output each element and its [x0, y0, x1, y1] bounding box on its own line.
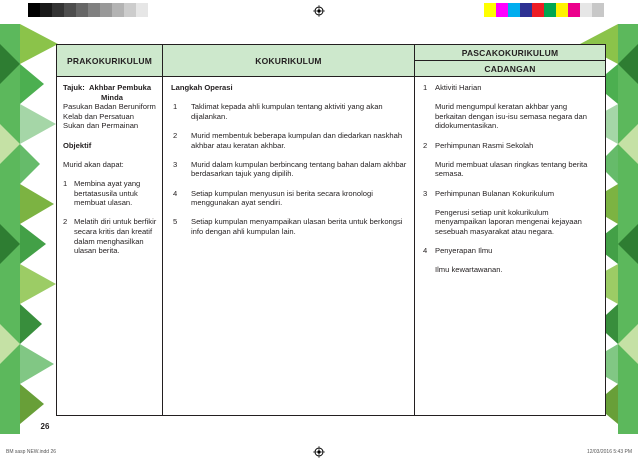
- color-swatch: [580, 3, 592, 17]
- color-swatch: [76, 3, 88, 17]
- objective-item: 1 Membina ayat yang bertatasusila untuk membuat ulasan.: [63, 178, 141, 208]
- objektif-title: Objektif: [63, 140, 92, 150]
- color-swatch: [508, 3, 520, 17]
- color-swatch: [112, 3, 124, 17]
- header-cadangan: CADANGAN: [484, 63, 536, 74]
- color-swatch: [532, 3, 544, 17]
- langkah-operasi-title: Langkah Operasi: [171, 83, 233, 92]
- footer-timestamp: 12/03/2016 5:43 PM: [586, 449, 632, 455]
- registration-mark-bottom-icon: [313, 446, 325, 458]
- color-swatch: [136, 3, 148, 17]
- step-item: 4 Setiap kumpulan menyusun isi berita secara kronologi menggunakan ayat sendiri.: [173, 188, 373, 208]
- color-swatch: [64, 3, 76, 17]
- prako-line: Sukan dan Permainan: [63, 121, 139, 131]
- suggestion-item: 1 Aktiviti Harian: [423, 83, 482, 92]
- color-swatch: [592, 3, 604, 17]
- step-item: 2 Murid membentuk beberapa kumpulan dan diedarkan naskhah akhbar atau keratan akhbar.: [173, 130, 403, 150]
- suggestion-desc: Ilmu kewartawanan.: [435, 265, 503, 275]
- prako-line: Kelab dan Persatuan: [63, 111, 134, 121]
- color-swatch: [40, 3, 52, 17]
- suggestion-item: 4 Penyerapan Ilmu: [423, 246, 493, 256]
- objective-item: 2 Melatih diri untuk berfikir secara kritis dan kreatif dalam menghasilkan ulasan berita.: [63, 217, 157, 256]
- color-swatch: [544, 3, 556, 17]
- activity-table: [56, 44, 606, 416]
- step-item: 3 Murid dalam kumpulan berbincang tentang bahan dalam akhbar berdasarkan tajuk yang dipilih.: [173, 159, 407, 179]
- color-swatch: [568, 3, 580, 17]
- registration-mark-top-icon: [313, 5, 325, 17]
- header-kokurikulum: KOKURIKULUM: [163, 45, 415, 77]
- color-swatch: [52, 3, 64, 17]
- suggestion-item: 3 Perhimpunan Bulanan Kokurikulum: [423, 188, 555, 198]
- header-pascakokurikulum: [415, 45, 605, 77]
- suggestion-desc: Murid membuat ulasan ringkas tentang berita semasa.: [435, 159, 588, 179]
- tajuk-value: Akhbar Pembuka Minda: [89, 83, 152, 102]
- color-bar-grayscale: [28, 3, 148, 17]
- color-swatch: [496, 3, 508, 17]
- tajuk-label: Tajuk:: [63, 83, 85, 92]
- color-bar-process: [484, 3, 604, 17]
- step-item: 1 Taklimat kepada ahli kumpulan tentang aktiviti yang akan dijalankan.: [173, 102, 383, 121]
- prako-line: Pasukan Badan Beruniform: [63, 102, 156, 112]
- objektif-intro: Murid akan dapat:: [63, 159, 124, 169]
- color-swatch: [484, 3, 496, 17]
- tajuk-block: [63, 83, 158, 102]
- suggestion-desc: Pengerusi setiap unit kokurikulum menyampaikan laporan mengenai kejayaan sesebuah masyarakat atau negara.: [435, 207, 582, 236]
- header-pascakokurikulum-title: PASCAKOKURIKULUM: [415, 45, 605, 61]
- color-swatch: [520, 3, 532, 17]
- kokurikulum-column: [163, 77, 415, 415]
- pascakokurikulum-column: [415, 77, 605, 415]
- color-swatch: [556, 3, 568, 17]
- color-swatch: [28, 3, 40, 17]
- suggestion-item: 2 Perhimpunan Rasmi Sekolah: [423, 140, 534, 150]
- header-prakokurikulum: PRAKOKURIKULUM: [57, 45, 163, 77]
- page-number: 26: [40, 421, 50, 431]
- color-swatch: [100, 3, 112, 17]
- color-swatch: [88, 3, 100, 17]
- color-swatch: [124, 3, 136, 17]
- step-item: 5 Setiap kumpulan menyampaikan ulasan berita untuk berkongsi info dengan ahli kumpulan lain.: [173, 217, 403, 236]
- prakokurikulum-column: [57, 77, 163, 415]
- decorative-green-band-left: [0, 24, 60, 434]
- suggestion-desc: Murid mengumpul keratan akhbar yang berkaitan dengan isu-isu semasa negara dan didokumentasikan.: [435, 102, 587, 131]
- footer-file-info: BM sasp NEW.indd 26: [6, 449, 57, 455]
